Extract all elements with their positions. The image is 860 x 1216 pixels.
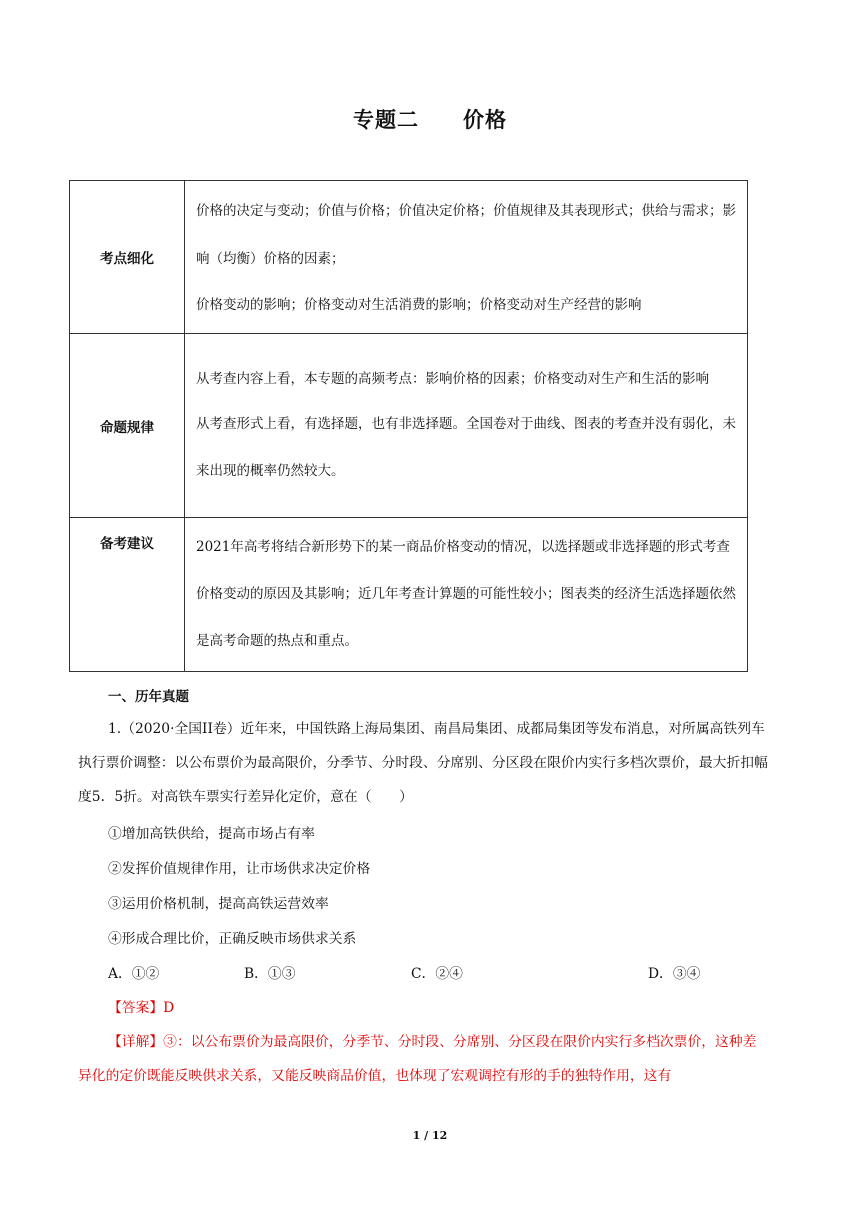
content-line: 从考查形式上看，有选择题，也有非选择题。全国卷对于曲线、图表的考查并没有弱化，未来出现的概率仍然较大。 [196,415,736,479]
row-label: 备考建议 [70,518,185,672]
row-content [185,334,748,518]
option-4: ④形成合理比价，正确反映市场供求关系 [108,931,357,947]
choice-c: C．②④ [411,966,463,982]
content-line: 2021年高考将结合新形势下的某一商品价格变动的情况，以选择题或非选择题的形式考查价格变动的原因及其影响；近几年考查计算题的可能性较小；图表类的经济生活选择题依然是高考命题的热点和重点。 [196,539,736,649]
option-1: ①增加高铁供给，提高市场占有率 [108,826,315,842]
choice-d: D．③④ [648,966,701,982]
content-line: 价格变动的影响；价格变动对生活消费的影响；价格变动对生产经营的影响 [196,297,642,313]
row-content [185,518,748,672]
answer-text: 【答案】D [108,1000,175,1016]
row-label: 考点细化 [70,181,185,334]
section-heading: 一、历年真题 [108,689,189,705]
table-row [70,518,748,672]
overview-table [69,180,748,672]
title-right: 价格 [463,108,507,132]
table-row [70,181,748,334]
page-title [0,104,860,134]
content-line: 价格的决定与变动；价值与价格；价值决定价格；价值规律及其表现形式；供给与需求；影响（均衡）价格的因素； [196,203,736,267]
choice-a: A．①② [108,966,160,982]
option-2: ②发挥价值规律作用，让市场供求决定价格 [108,861,371,877]
question-stem: 1.（2020·全国II卷）近年来，中国铁路上海局集团、南昌局集团、成都局集团等发布消息，对所属高铁列车执行票价调整：以公布票价为最高限价，分季节、分时段、分席别、分区段在限价内实行多档次票价，最大折扣幅度5．5折。对高铁车票实行差异化定价，意在（ ） [78,721,768,805]
option-3: ③运用价格机制，提高高铁运营效率 [108,896,329,912]
row-content [185,181,748,334]
row-label: 命题规律 [70,334,185,518]
content-line: 从考查内容上看，本专题的高频考点：影响价格的因素；价格变动对生产和生活的影响 [196,370,709,387]
title-left: 专题二 [353,108,419,132]
detail-text: 【详解】③：以公布票价为最高限价，分季节、分时段、分席别、分区段在限价内实行多档次票价，这种差异化的定价既能反映供求关系，又能反映商品价值，也体现了宏观调控有形的手的独特作用，这有 [78,1034,757,1084]
page-number: 1 / 12 [412,1129,448,1142]
table-row [70,334,748,518]
choice-b: B．①③ [244,966,296,982]
